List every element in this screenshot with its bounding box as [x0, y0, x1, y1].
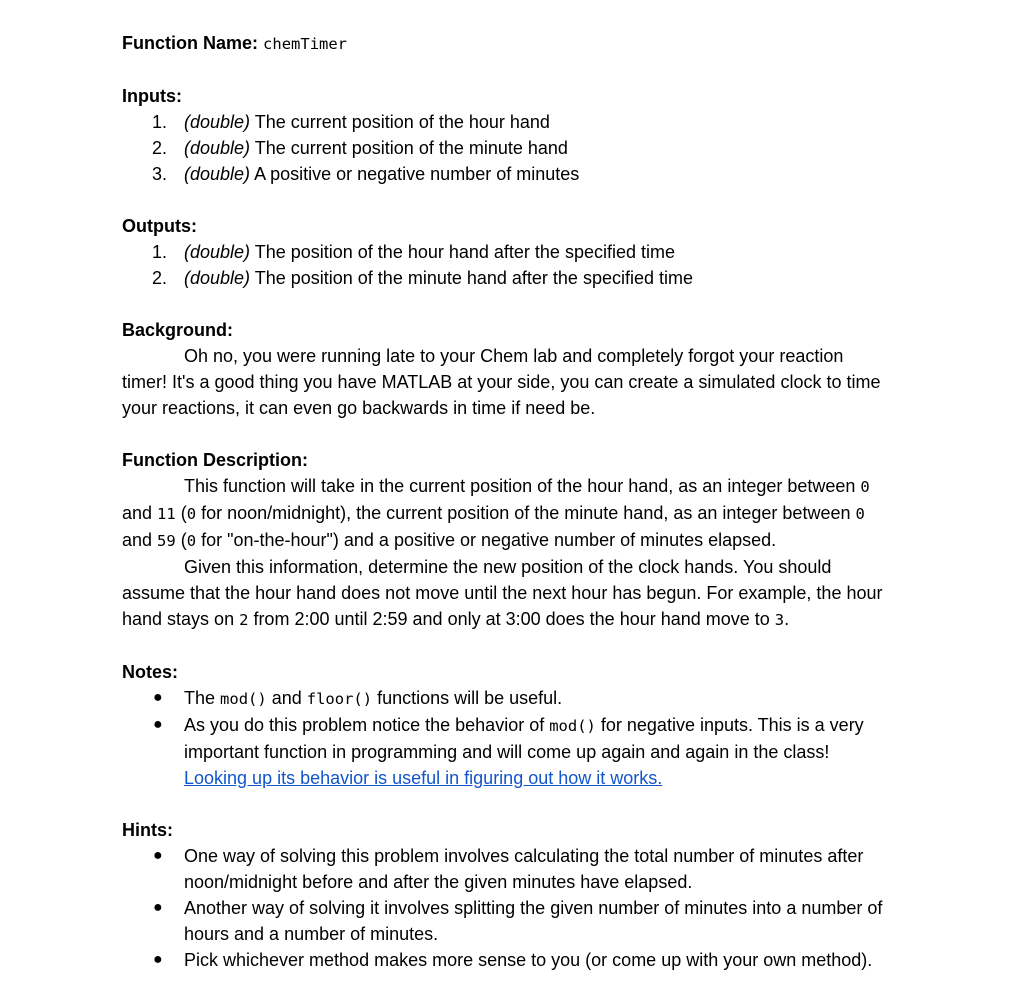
description-heading: Function Description:: [122, 450, 308, 470]
list-item: [122, 135, 932, 161]
list-number: 2.: [152, 138, 168, 158]
notes-list: [122, 685, 932, 791]
input-text: A positive or negative number of minutes: [254, 164, 580, 184]
list-item: [122, 161, 932, 187]
code-span: 0: [855, 505, 865, 523]
description-line: hand stays on 2 from 2:00 until 2:59 and only at 3:00 does the hour hand move to 3.: [122, 609, 790, 629]
bullet-icon: ●: [153, 847, 163, 864]
output-type: (double): [184, 242, 251, 262]
output-text: The position of the hour hand after the specified time: [254, 242, 675, 262]
input-type: (double): [184, 164, 251, 184]
hint-line: Pick whichever method makes more sense to you (or come up with your own method).: [184, 950, 873, 970]
list-item: ● As you do this problem notice the behavior of mod() for negative inputs. This is a very important function in programming and will come up again and again in the class! Looking up its behavior is useful in figuring out how it works.: [122, 712, 932, 791]
background-line: Oh no, you were running late to your Chem lab and completely forgot your reaction: [184, 346, 844, 366]
list-item: ● The mod() and floor() functions will be useful.: [122, 685, 932, 712]
code-span: 3: [774, 611, 785, 629]
hint-line: noon/midnight before and after the given minutes have elapsed.: [184, 872, 693, 892]
list-number: 1.: [152, 242, 168, 262]
code-span: 2: [239, 611, 249, 629]
list-item: [122, 109, 932, 135]
code-span: mod(): [549, 717, 596, 735]
description-line: assume that the hour hand does not move until the next hour has begun. For example, the hour: [122, 583, 883, 603]
list-item: [122, 239, 932, 265]
description-line: and 11 (0 for noon/midnight), the current position of the minute hand, as an integer between 0: [122, 503, 865, 523]
description-line: Given this information, determine the new position of the clock hands. You should: [184, 557, 832, 577]
function-name-line: [122, 30, 932, 57]
input-text: The current position of the hour hand: [254, 112, 550, 132]
outputs-heading: Outputs:: [122, 216, 197, 236]
bullet-icon: ●: [153, 689, 163, 706]
list-item: [122, 895, 932, 947]
mod-behavior-link[interactable]: Looking up its behavior is useful in figuring out how it works.: [184, 768, 663, 788]
output-text: The position of the minute hand after the specified time: [254, 268, 693, 288]
hint-line: One way of solving this problem involves calculating the total number of minutes after: [184, 846, 864, 866]
list-number: 2.: [152, 268, 168, 288]
input-text: The current position of the minute hand: [254, 138, 568, 158]
list-item: [122, 947, 932, 973]
outputs-list: [122, 239, 932, 291]
description-line: This function will take in the current position of the hour hand, as an integer between 0: [184, 476, 870, 496]
inputs-heading: Inputs:: [122, 86, 182, 106]
output-type: (double): [184, 268, 251, 288]
background-line: timer! It's a good thing you have MATLAB at your side, you can create a simulated clock to time: [122, 372, 881, 392]
input-type: (double): [184, 138, 251, 158]
input-type: (double): [184, 112, 251, 132]
background-line: your reactions, it can even go backwards in time if need be.: [122, 398, 596, 418]
code-span: floor(): [306, 690, 373, 708]
hints-heading: Hints:: [122, 820, 173, 840]
document-content: [122, 30, 932, 973]
hint-line: Another way of solving it involves splitting the given number of minutes into a number of: [184, 898, 883, 918]
hints-list: [122, 843, 932, 973]
code-span: 0: [860, 478, 870, 496]
list-number: 1.: [152, 112, 168, 132]
function-name-label: Function Name:: [122, 33, 259, 53]
list-number: 3.: [152, 164, 168, 184]
hint-line: hours and a number of minutes.: [184, 924, 439, 944]
code-span: 59: [157, 532, 176, 550]
code-span: 0: [186, 532, 197, 550]
background-heading: Background:: [122, 320, 234, 340]
bullet-icon: ●: [153, 899, 163, 916]
description-line: and 59 (0 for "on-the-hour") and a positive or negative number of minutes elapsed.: [122, 530, 777, 550]
bullet-icon: ●: [153, 716, 163, 733]
code-span: 11: [157, 505, 176, 523]
code-span: mod(): [220, 690, 267, 708]
code-span: 0: [186, 505, 197, 523]
notes-heading: Notes:: [122, 662, 179, 682]
list-item: [122, 265, 932, 291]
list-item: [122, 843, 932, 895]
function-name-value: chemTimer: [263, 35, 348, 53]
bullet-icon: ●: [153, 951, 163, 968]
inputs-list: [122, 109, 932, 187]
